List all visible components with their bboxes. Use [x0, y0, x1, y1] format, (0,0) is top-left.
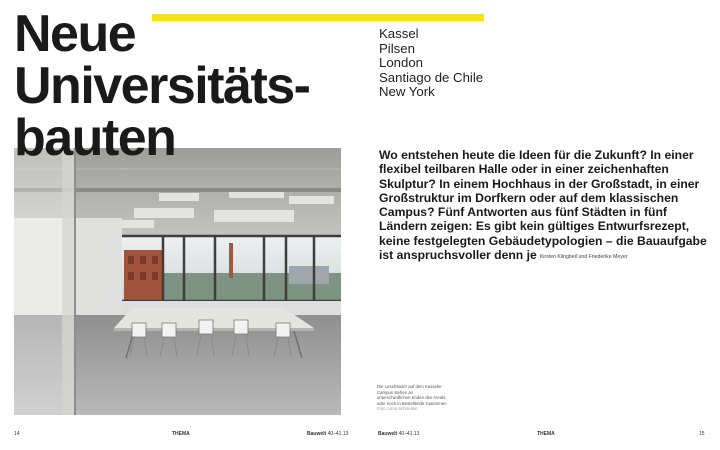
left-magazine-name: Bauwelt — [307, 431, 327, 437]
left-page-number: 14 — [14, 431, 20, 437]
title-line-1: Neue — [14, 5, 136, 63]
city-item: Pilsen — [379, 40, 415, 56]
title-line-2: Universitäts- — [14, 57, 310, 115]
photo-caption — [377, 384, 447, 412]
city-item: Santiago de Chile — [379, 69, 484, 85]
title-line-3: bauten — [14, 109, 176, 167]
lead-paragraph — [379, 148, 709, 264]
photo-credit: Foto: Ursa Schmulen — [377, 406, 418, 412]
lead-text: Wo entstehen heute die Ideen für die Zukunft? In einer flexibel teilbaren Halle oder in einer zeichenhaften Skulptur? In einem Hochhaus in der Großstadt, in einer Großstruktur im Dorfkern oder auf dem klassischen Campus? Fünf Antworten aus fünf Städten in fünf Ländern zeigen: Es gibt kein gültiges Entwurfsrezept, keine festgelegten Gebäudetypologien – die Bauaufgabe ist anspruchsvoller denn je — [379, 148, 707, 262]
city-item: Kassel — [379, 26, 419, 41]
right-issue-number: 40–41.13 — [398, 431, 420, 437]
city-list — [379, 27, 483, 100]
right-running-footer — [378, 431, 419, 437]
city-item: New York — [379, 84, 435, 100]
author-byline: Kirsten Klingbeil und Friederike Meyer — [539, 253, 628, 260]
left-issue-number: 40–41.13 — [327, 431, 349, 437]
left-section-text: THEMA — [172, 431, 190, 437]
right-magazine-name: Bauwelt — [378, 431, 398, 437]
right-page-number: 15 — [699, 431, 705, 437]
lecture-hall-photo — [14, 148, 341, 415]
left-section-label — [172, 431, 190, 437]
caption-text: Die Lesehäuser auf dem Kasseler Campus stehen an unterschiedlichen Enden des Areals, oder noch in Bestellende zusammen — [377, 384, 447, 406]
city-item: London — [379, 55, 424, 71]
left-running-footer — [307, 431, 348, 437]
right-section-label — [537, 431, 555, 437]
right-section-text: THEMA — [537, 431, 555, 437]
page-title — [14, 5, 310, 167]
